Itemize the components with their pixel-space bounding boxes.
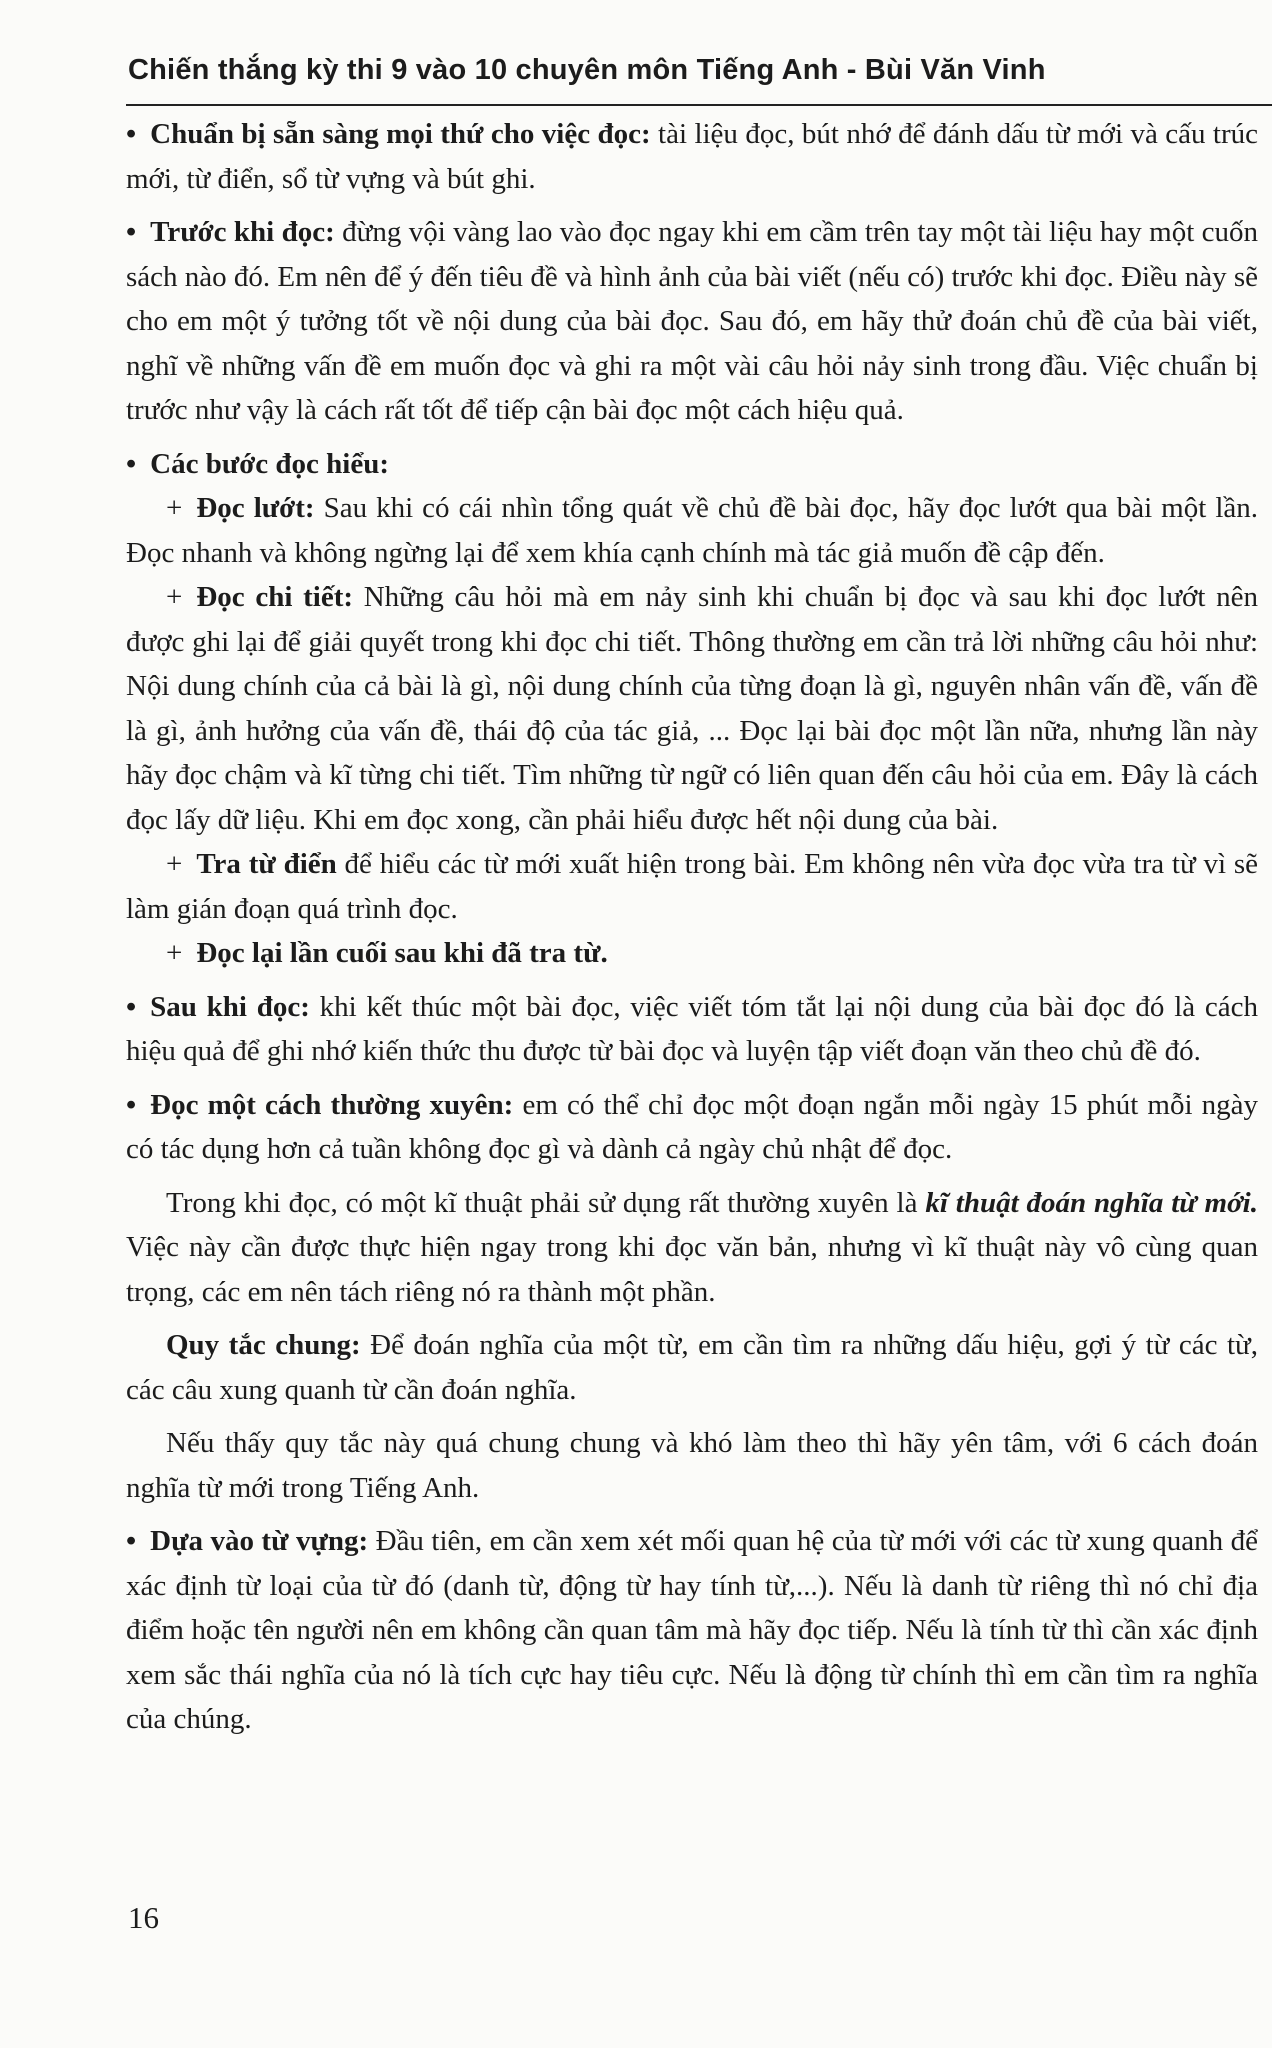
- six-ways-text: Nếu thấy quy tắc này quá chung chung và khó làm theo thì hãy yên tâm, với 6 cách đoán nghĩa từ mới trong Tiếng Anh.: [126, 1427, 1258, 1504]
- bullet-marker: •: [126, 118, 137, 150]
- bullet-marker: •: [126, 990, 137, 1023]
- step-skimming-text: Sau khi có cái nhìn tổng quát về chủ đề bài đọc, hãy đọc lướt qua bài một lần. Đọc nhanh và không ngừng lại để xem khía cạnh chính mà tác giả muốn đề cập đến.: [126, 492, 1258, 569]
- bullet-marker: •: [126, 447, 137, 480]
- page-body: [126, 112, 1258, 1742]
- step-detail-reading-text: Những câu hỏi mà em nảy sinh khi chuẩn bị đọc và sau khi đọc lướt nên được ghi lại để giải quyết trong khi đọc chi tiết. Thông thường em cần trả lời những câu hỏi như: Nội dung chính của cả bài là gì, nội dung chính của từng đoạn là gì, nguyên nhân vấn đề, vấn đề là gì, ảnh hưởng của vấn đề, thái độ của tác giả, ... Đọc lại bài đọc một lần nữa, nhưng lần này hãy đọc chậm và kĩ từng chi tiết. Tìm những từ ngữ có liên quan đến câu hỏi của em. Đây là cách đọc lấy dữ liệu. Khi em đọc xong, cần phải hiểu được hết nội dung của bài.: [126, 581, 1258, 836]
- plus-marker: +: [166, 848, 183, 880]
- bullet-before-reading-text: đừng vội vàng lao vào đọc ngay khi em cầm trên tay một tài liệu hay một cuốn sách nào đó. Em nên để ý đến tiêu đề và hình ảnh của bài viết (nếu có) trước khi đọc. Điều này sẽ cho em một ý tưởng tốt về nội dung của bài đọc. Sau đó, em hãy thử đoán chủ đề của bài viết, nghĩ về những vấn đề em muốn đọc và ghi ra một vài câu hỏi nảy sinh trong đầu. Việc chuẩn bị trước như vậy là cách rất tốt để tiếp cận bài đọc một cách hiệu quả.: [126, 216, 1258, 426]
- bullet-vocabulary-lead: Dựa vào từ vựng:: [150, 1525, 369, 1557]
- bullet-prepare-lead: Chuẩn bị sẵn sàng mọi thứ cho việc đọc:: [150, 118, 651, 150]
- guessing-technique-pre: Trong khi đọc, có một kĩ thuật phải sử dụng rất thường xuyên là: [166, 1186, 926, 1219]
- bullet-marker: •: [126, 1088, 137, 1121]
- step-dictionary-text: để hiểu các từ mới xuất hiện trong bài. Em không nên vừa đọc vừa tra từ vì sẽ làm gián đoạn quá trình đọc.: [126, 848, 1258, 925]
- page-number: 16: [128, 1900, 159, 1935]
- step-skimming: [126, 486, 1258, 575]
- bullet-marker: •: [126, 216, 137, 248]
- step-dictionary: [126, 842, 1258, 931]
- bullet-after-reading: [126, 985, 1258, 1074]
- step-detail-reading-lead: Đọc chi tiết:: [196, 581, 354, 613]
- bullet-regular-reading-text: em có thể chỉ đọc một đoạn ngắn mỗi ngày 15 phút mỗi ngày có tác dụng hơn cả tuần không đọc gì và dành cả ngày chủ nhật để đọc.: [126, 1088, 1258, 1165]
- bullet-reading-steps-lead: Các bước đọc hiểu:: [150, 447, 390, 480]
- plus-marker: +: [166, 937, 183, 969]
- bullet-prepare-text: tài liệu đọc, bút nhớ để đánh dấu từ mới và cấu trúc mới, từ điển, sổ từ vựng và bút ghi.: [126, 118, 1258, 195]
- step-reread: [126, 931, 1258, 976]
- bullet-after-reading-text: khi kết thúc một bài đọc, việc viết tóm tắt lại nội dung của bài đọc đó là cách hiệu quả để ghi nhớ kiến thức thu được từ bài đọc và luyện tập viết đoạn văn theo chủ đề đó.: [126, 990, 1258, 1067]
- bullet-reading-steps: [126, 442, 1258, 487]
- general-rule-text: Để đoán nghĩa của một từ, em cần tìm ra những dấu hiệu, gợi ý từ các từ, các câu xung quanh từ cần đoán nghĩa.: [126, 1329, 1258, 1406]
- bullet-after-reading-lead: Sau khi đọc:: [150, 990, 310, 1023]
- plus-marker: +: [166, 492, 183, 524]
- guessing-technique-post: Việc này cần được thực hiện ngay trong khi đọc văn bản, nhưng vì kĩ thuật này vô cùng quan trọng, các em nên tách riêng nó ra thành một phần.: [126, 1231, 1258, 1308]
- step-detail-reading: [126, 575, 1258, 842]
- plus-marker: +: [166, 581, 183, 613]
- header-rule: [126, 104, 1272, 106]
- bullet-prepare: [126, 112, 1258, 201]
- paragraph-general-rule: [126, 1323, 1258, 1412]
- paragraph-six-ways: [126, 1421, 1258, 1510]
- bullet-vocabulary: [126, 1519, 1258, 1742]
- step-dictionary-lead: Tra từ điển: [196, 848, 337, 880]
- bullet-regular-reading: [126, 1083, 1258, 1172]
- step-skimming-lead: Đọc lướt:: [196, 492, 315, 524]
- paragraph-guessing-technique: [126, 1181, 1258, 1315]
- bullet-vocabulary-text: Đầu tiên, em cần xem xét mối quan hệ của từ mới với các từ xung quanh để xác định từ loại của từ đó (danh từ, động từ hay tính từ,...). Nếu là danh từ riêng thì nó chỉ địa điểm hoặc tên người nên em không cần quan tâm mà hãy đọc tiếp. Nếu là tính từ thì cần xác định xem sắc thái nghĩa của nó là tích cực hay tiêu cực. Nếu là động từ chính thì em cần tìm ra nghĩa của chúng.: [126, 1525, 1258, 1735]
- bullet-before-reading: [126, 210, 1258, 433]
- general-rule-lead: Quy tắc chung:: [166, 1329, 361, 1361]
- running-header: Chiến thắng kỳ thi 9 vào 10 chuyên môn Tiếng Anh - Bùi Văn Vinh: [128, 54, 1046, 86]
- bullet-before-reading-lead: Trước khi đọc:: [150, 216, 335, 248]
- guessing-technique-emphasis: kĩ thuật đoán nghĩa từ mới.: [925, 1186, 1258, 1219]
- step-reread-lead: Đọc lại lần cuối sau khi đã tra từ.: [196, 937, 608, 969]
- bullet-regular-reading-lead: Đọc một cách thường xuyên:: [150, 1088, 514, 1121]
- bullet-marker: •: [126, 1525, 137, 1557]
